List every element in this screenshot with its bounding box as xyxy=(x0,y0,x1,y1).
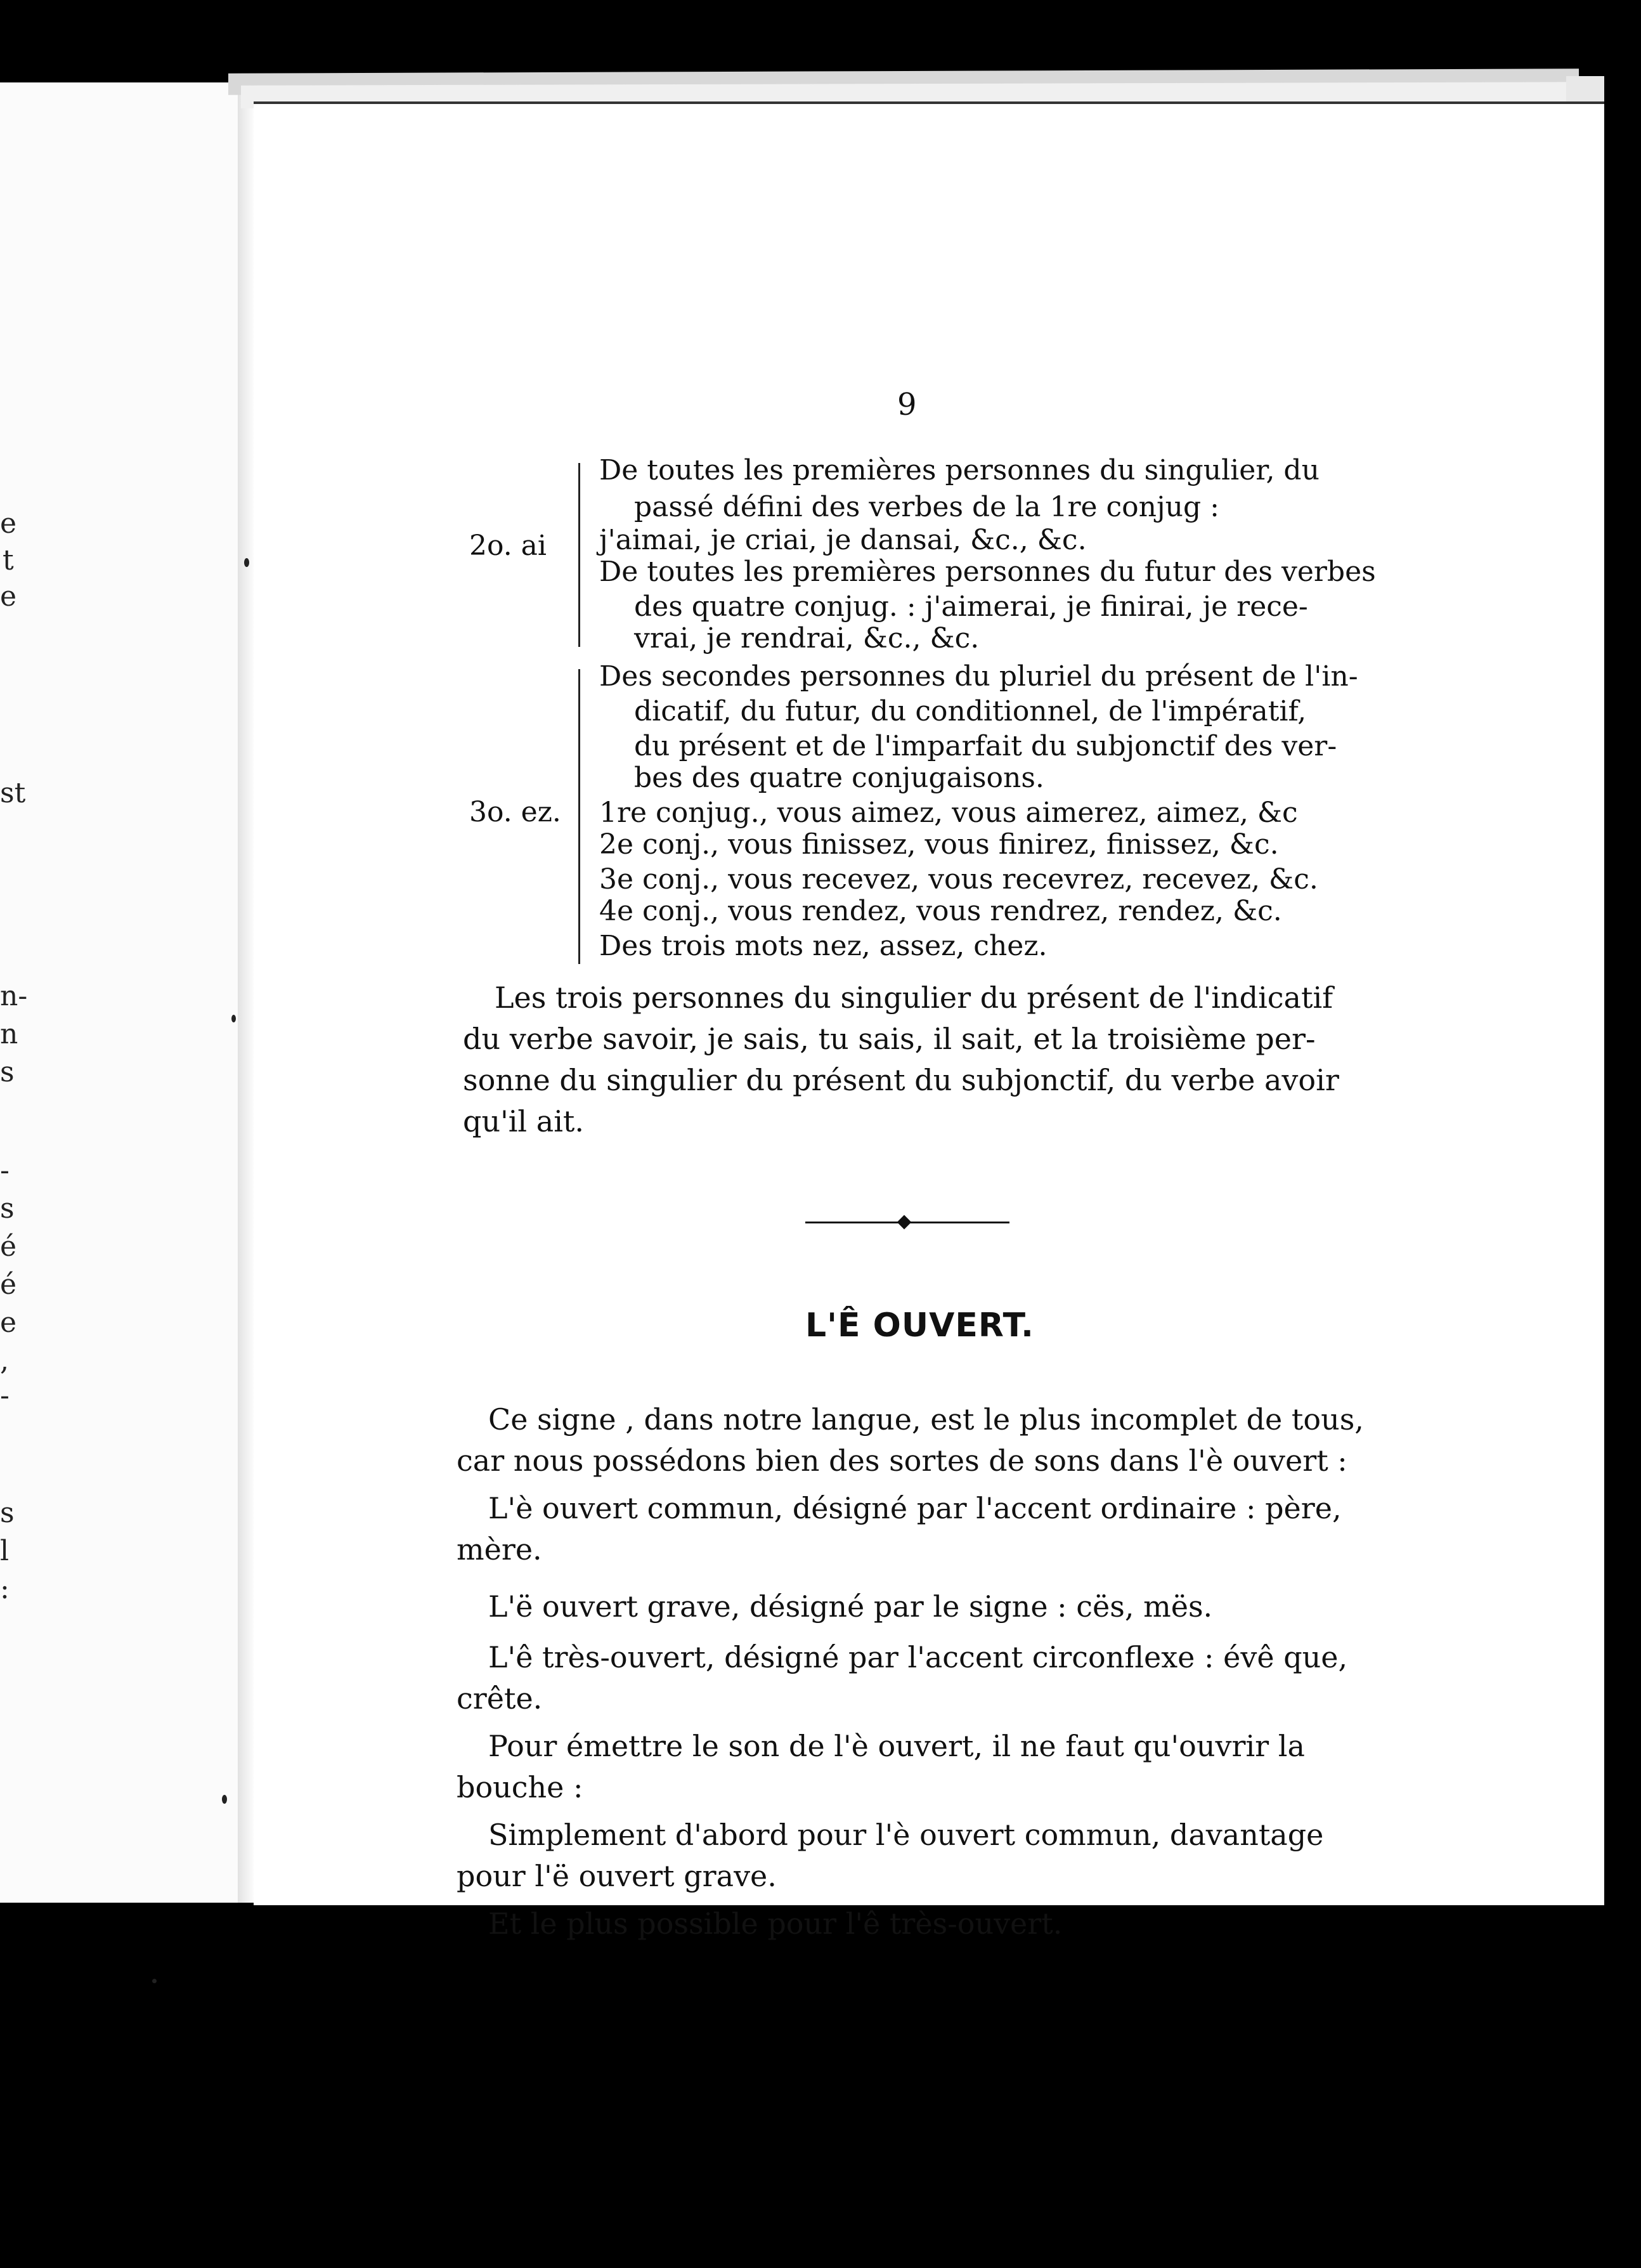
scan-speck xyxy=(244,558,249,567)
group-label-ai: 2o. ai xyxy=(469,530,547,562)
rule-line: 1re conjug., vous aimez, vous aimerez, aimez, &c xyxy=(599,797,1298,829)
previous-page-fragment: s xyxy=(0,1192,15,1225)
section-title: L'Ê OUVERT. xyxy=(805,1307,1034,1345)
previous-page-fragment: : xyxy=(0,1573,10,1605)
previous-page-fragment: e xyxy=(0,1307,17,1339)
paragraph-line: Les trois personnes du singulier du présent de l'indicatif xyxy=(495,981,1333,1015)
rule-line: du présent et de l'imparfait du subjonctif des ver- xyxy=(634,730,1337,762)
body-line: Et le plus possible pour l'ê très-ouvert. xyxy=(488,1906,1063,1941)
body-line: Pour émettre le son de l'è ouvert, il ne faut qu'ouvrir la xyxy=(488,1729,1305,1763)
body-line: bouche : xyxy=(457,1770,583,1804)
body-line: L'ë ouvert grave, désigné par le signe : cës, mës. xyxy=(488,1589,1213,1624)
brace xyxy=(578,463,580,647)
previous-page-fragment: t xyxy=(3,544,14,577)
paragraph-line: du verbe savoir, je sais, tu sais, il sait, et la troisième per- xyxy=(463,1022,1316,1056)
previous-page-fragment: é xyxy=(0,1268,17,1301)
rule-line: Des secondes personnes du pluriel du présent de l'in- xyxy=(599,660,1358,693)
page-number: 9 xyxy=(897,387,917,422)
brace xyxy=(578,669,580,964)
rule-line: dicatif, du futur, du conditionnel, de l'impératif, xyxy=(634,695,1307,727)
body-line: mère. xyxy=(457,1532,542,1567)
previous-page-fragment: - xyxy=(0,1154,10,1187)
body-line: pour l'ë ouvert grave. xyxy=(457,1859,777,1893)
previous-page-fragment: é xyxy=(0,1230,17,1263)
scan-speck xyxy=(152,1979,157,1983)
section-divider xyxy=(908,1222,1009,1223)
rule-line: De toutes les premières personnes du singulier, du xyxy=(599,454,1320,486)
group-label-ez: 3o. ez. xyxy=(469,796,561,828)
previous-page xyxy=(0,82,249,1903)
body-line: car nous possédons bien des sortes de sons dans l'è ouvert : xyxy=(457,1444,1347,1478)
body-line: L'è ouvert commun, désigné par l'accent ordinaire : père, xyxy=(488,1491,1342,1525)
rule-line: 4e conj., vous rendez, vous rendrez, rendez, &c. xyxy=(599,895,1282,927)
section-divider xyxy=(805,1222,900,1223)
previous-page-fragment: s xyxy=(0,1497,15,1529)
paragraph-line: sonne du singulier du présent du subjonctif, du verbe avoir xyxy=(463,1063,1339,1097)
previous-page-fragment: st xyxy=(0,777,26,809)
previous-page-fragment: , xyxy=(0,1345,9,1377)
previous-page-fragment: e xyxy=(0,507,17,540)
rule-line: Des trois mots nez, assez, chez. xyxy=(599,930,1048,962)
body-line: Ce signe , dans notre langue, est le plus incomplet de tous, xyxy=(488,1402,1364,1437)
rule-line: 3e conj., vous recevez, vous recevrez, recevez, &c. xyxy=(599,863,1318,896)
body-line: Simplement d'abord pour l'è ouvert commun, davantage xyxy=(488,1818,1324,1852)
body-line: crête. xyxy=(457,1681,543,1716)
previous-page-fragment: l xyxy=(0,1535,10,1567)
paragraph-line: qu'il ait. xyxy=(463,1104,585,1138)
previous-page-fragment: e xyxy=(0,580,17,613)
rule-line: passé défini des verbes de la 1re conjug : xyxy=(634,491,1219,523)
rule-line: De toutes les premières personnes du futur des verbes xyxy=(599,556,1376,588)
scan-speck xyxy=(222,1795,227,1804)
rule-line: des quatre conjug. : j'aimerai, je finirai, je rece- xyxy=(634,590,1308,623)
body-line: L'ê très-ouvert, désigné par l'accent circonflexe : évê que, xyxy=(488,1640,1348,1674)
rule-line: 2e conj., vous finissez, vous finirez, finissez, &c. xyxy=(599,828,1279,861)
rule-line: j'aimai, je criai, je dansai, &c., &c. xyxy=(599,524,1087,556)
rule-line: bes des quatre conjugaisons. xyxy=(634,762,1044,794)
rule-line: vrai, je rendrai, &c., &c. xyxy=(634,622,980,655)
page-gutter xyxy=(238,82,256,1903)
previous-page-fragment: - xyxy=(0,1379,10,1412)
previous-page-fragment: s xyxy=(0,1056,15,1088)
previous-page-fragment: n- xyxy=(0,980,28,1012)
scan-speck xyxy=(231,1015,236,1022)
previous-page-fragment: n xyxy=(0,1018,18,1050)
